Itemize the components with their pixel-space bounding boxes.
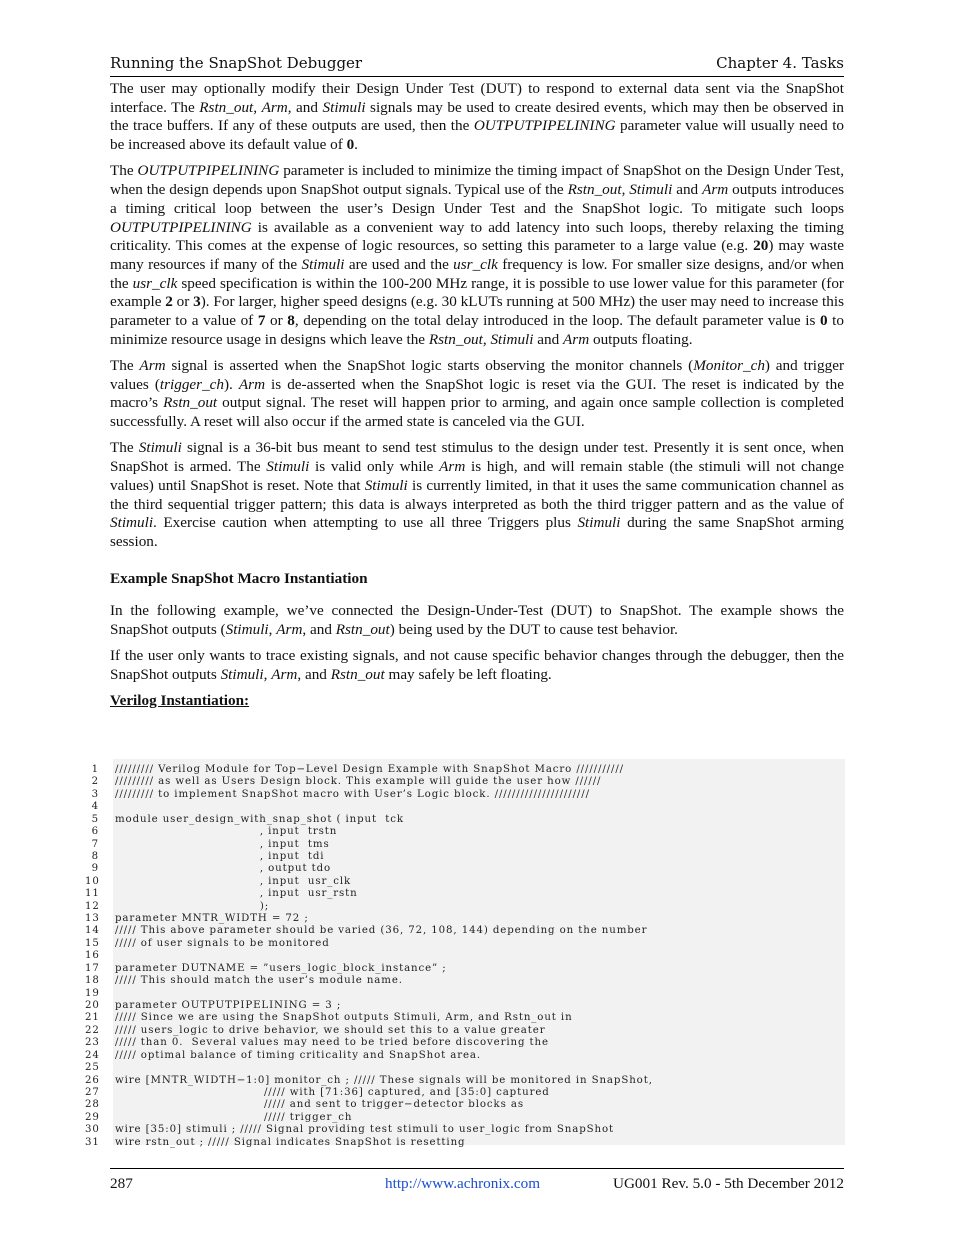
code-text: ///////// to implement SnapShot macro with User’s Logic block. //////////////////////: [115, 788, 590, 800]
italic-term: OUTPUTPIPELINING: [110, 218, 252, 236]
text-run: ).: [224, 375, 239, 393]
line-number: 18: [85, 975, 100, 987]
line-number: 22: [85, 1024, 100, 1036]
code-text: ///////// as well as Users Design block. This example will guide the user how //////: [115, 776, 602, 788]
text-run: The: [110, 162, 138, 180]
bold-value: 20: [753, 237, 769, 255]
paragraph-outputpipelining: [110, 162, 844, 349]
code-text: ///// trigger_ch: [115, 1111, 353, 1123]
text-run: The user may optionally modify their Design Under Test (DUT) to respond to external data sent via the SnapShot interface. The: [110, 80, 844, 116]
text-run: or: [172, 293, 194, 311]
text-run: are used and the: [344, 255, 454, 273]
italic-term: Stimuli: [490, 330, 534, 348]
code-text: , input tms: [115, 838, 330, 850]
italic-term: Rstn_out: [330, 666, 385, 684]
text-run: is currently limited, in that it uses the same communication channel as the third sequential trigger pattern; this data is always interpreted as both the third trigger pattern and as the value of: [110, 476, 844, 513]
italic-term: Stimuli: [225, 621, 269, 639]
text-run: during the same SnapShot arming session.: [110, 514, 844, 550]
text-run: ) being used by the DUT to cause test behavior.: [389, 621, 678, 639]
text-run: signals may be used to create desired events, which may then be observed in the trace buffers. If any of these outputs are used, then the: [110, 98, 845, 135]
text-run: . Exercise caution when attempting to use all three Triggers plus: [153, 514, 578, 532]
text-run: outputs introduces a timing critical loop between the user’s Design Under Test and the SnapShot logic. To mitigate such loops: [110, 181, 845, 217]
line-number: 14: [85, 925, 100, 937]
line-number: 8: [91, 850, 99, 862]
header-chapter-title: Chapter 4. Tasks: [716, 54, 844, 72]
code-text: ///// users_logic to drive behavior, we should set this to a value greater: [115, 1024, 546, 1036]
italic-term: usr_clk: [132, 274, 178, 292]
italic-term: usr_clk: [453, 255, 498, 273]
code-text: module user_design_with_snap_shot ( input tck: [115, 813, 404, 825]
paragraph-user-modify-dut: [110, 80, 844, 155]
line-number: 9: [91, 863, 99, 875]
line-number: 26: [85, 1074, 100, 1086]
line-number: 27: [85, 1086, 100, 1098]
text-run: signal is a 36-bit bus meant to send test stimulus to the design under test. Presently it is sent once, when SnapShot is armed. The: [110, 439, 844, 476]
italic-term: Rstn_out: [199, 98, 254, 116]
verilog-heading: Verilog Instantiation:: [110, 692, 250, 710]
text-run: In the following example, we’ve connected the Design-Under-Test (DUT) to SnapShot. The example shows the SnapShot outputs (: [110, 602, 844, 639]
section-subheading: Example SnapShot Macro Instantiation: [110, 569, 368, 587]
code-text: parameter OUTPUTPIPELINING = 3 ;: [115, 999, 342, 1011]
code-text: wire rstn_out ; ///// Signal indicates SnapShot is resetting: [115, 1136, 466, 1148]
code-text: ///// This should match the user’s module name.: [115, 975, 403, 987]
text-run: parameter value will usually need to be increased above its default value of: [110, 117, 845, 154]
code-text: parameter MNTR_WIDTH = 72 ;: [115, 913, 309, 925]
code-text: wire [MNTR_WIDTH−1:0] monitor_ch ; ///// These signals will be monitored in SnapShot,: [115, 1074, 653, 1086]
italic-term: Monitor_ch: [693, 357, 765, 375]
page-number: 287: [110, 1175, 133, 1192]
code-text: ///// and sent to trigger−detector blocks as: [115, 1099, 524, 1111]
bold-value: 0: [819, 312, 828, 330]
text-run: , and: [287, 98, 323, 116]
page-header: [110, 54, 844, 77]
text-run: ,: [263, 666, 272, 684]
line-number: 28: [85, 1099, 100, 1111]
italic-term: Arm: [702, 181, 729, 199]
paragraph-arm-signal: [110, 357, 844, 432]
italic-term: Rstn_out: [163, 394, 218, 412]
code-text: ///// This above parameter should be varied (36, 72, 108, 144) depending on the number: [115, 925, 648, 937]
text-run: The: [110, 357, 140, 375]
line-number: 10: [85, 875, 100, 887]
line-number: 6: [91, 826, 99, 838]
text-run: is high, and will remain stable (the stimuli will not change values) until SnapShot is reset. Note that: [110, 458, 844, 494]
italic-term: Stimuli: [138, 439, 182, 457]
italic-term: Arm: [238, 375, 266, 393]
text-run: and: [533, 330, 564, 348]
italic-term: Arm: [439, 458, 466, 476]
italic-term: Stimuli: [364, 476, 408, 494]
line-number: 29: [85, 1111, 100, 1123]
text-run: parameter is included to minimize the timing impact of SnapShot on the Design Under Test, when the design depends upon SnapShot output signals. Typical use of the: [110, 162, 844, 199]
footer-link[interactable]: http://www.achronix.com: [385, 1175, 541, 1192]
line-number: 7: [91, 838, 99, 850]
text-run: is available as a convenient way to add latency into such loops, thereby relaxing the timing criticality. This comes at the expense of logic resources, so setting this parameter to a large value (e.g.: [110, 218, 844, 255]
line-number: 20: [85, 999, 100, 1011]
code-text: , input tdi: [115, 850, 325, 862]
text-run: speed specification is within the 100-200 MHz range, it is possible to use lower value for this parameter (for example: [110, 274, 844, 311]
code-text: ///// with [71:36] captured, and [35:0] captured: [115, 1086, 550, 1098]
line-number: 25: [85, 1062, 100, 1074]
line-number: 17: [85, 962, 100, 974]
line-number: 19: [85, 987, 100, 999]
line-number: 15: [85, 937, 100, 949]
text-run: to minimize resource usage in designs which leave the: [110, 312, 844, 348]
line-number: 21: [85, 1012, 100, 1024]
paragraph-trace-only: [110, 647, 844, 684]
page-footer: [110, 1168, 844, 1192]
line-number: 30: [85, 1124, 100, 1136]
line-number: 13: [85, 913, 100, 925]
italic-term: Stimuli: [577, 514, 621, 532]
italic-term: Arm: [276, 621, 303, 639]
text-run: or: [265, 312, 288, 330]
line-number: 4: [91, 801, 99, 813]
italic-term: Stimuli: [266, 458, 310, 476]
code-text: , input trstn: [115, 826, 338, 838]
italic-term: Stimuli: [110, 514, 154, 532]
bold-value: 8: [287, 312, 295, 330]
text-run: The: [110, 439, 139, 457]
italic-term: Stimuli: [301, 255, 345, 273]
code-text: parameter DUTNAME = ”users_logic_block_instance” ;: [115, 962, 447, 974]
text-run: and: [672, 181, 703, 199]
italic-term: Rstn_out: [335, 621, 390, 639]
text-run: ,: [268, 621, 277, 639]
paragraph-stimuli-signal: [110, 439, 844, 551]
italic-term: Rstn_out: [428, 330, 483, 348]
code-text: , input usr_clk: [115, 875, 352, 887]
footer-revision: UG001 Rev. 5.0 - 5th December 2012: [613, 1175, 844, 1192]
text-run: If the user only wants to trace existing signals, and not cause specific behavior changes through the debugger, then the SnapShot outputs: [110, 647, 844, 684]
italic-term: Stimuli: [629, 181, 673, 199]
italic-term: Arm: [139, 357, 166, 375]
italic-term: trigger_ch: [159, 375, 224, 393]
text-run: may safely be left floating.: [384, 666, 552, 684]
code-text: ///// than 0. Several values may need to be tried before discovering the: [115, 1037, 549, 1049]
text-run: .: [354, 136, 358, 154]
document-body: [110, 80, 844, 711]
italic-term: Stimuli: [322, 98, 366, 116]
line-number: 16: [85, 950, 100, 962]
bold-value: 0: [346, 136, 355, 154]
text-run: output signal. The reset will happen prior to arming, and again once sample collection is completed successfully. A reset will also occur if the armed state is canceled via the GUI.: [110, 394, 845, 431]
line-number: 23: [85, 1037, 100, 1049]
text-run: , and: [302, 621, 336, 639]
text-run: is de-asserted when the SnapShot logic is reset via the GUI. The reset is indicated by the macro’s: [110, 375, 844, 412]
bold-value: 7: [257, 312, 266, 330]
line-number: 12: [85, 900, 100, 912]
text-run: ,: [621, 181, 630, 199]
line-number: 3: [91, 788, 99, 800]
text-run: ,: [482, 330, 491, 348]
line-number: 1: [91, 764, 99, 775]
line-number: 24: [85, 1049, 100, 1061]
italic-term: Arm: [563, 330, 590, 348]
code-text: ///////// Verilog Module for Top−Level Design Example with SnapShot Macro ///////////: [115, 764, 624, 775]
code-text: wire [35:0] stimuli ; ///// Signal providing test stimuli to user_logic from SnapShot: [115, 1124, 615, 1136]
text-run: outputs floating.: [589, 330, 693, 348]
text-run: is valid only while: [309, 458, 440, 476]
line-number: 31: [85, 1136, 100, 1148]
line-number: 11: [85, 888, 100, 900]
text-run: , and: [297, 666, 331, 684]
header-section-title: Running the SnapShot Debugger: [110, 54, 363, 72]
bold-value: 3: [193, 293, 201, 311]
italic-term: Arm: [271, 666, 298, 684]
text-run: ) may waste many resources if many of the: [110, 237, 844, 273]
line-number: 2: [91, 776, 99, 788]
code-listing: [85, 759, 845, 1148]
code-text: ///// of user signals to be monitored: [115, 937, 330, 949]
code-text: , output tdo: [115, 863, 332, 875]
italic-term: Stimuli: [220, 666, 264, 684]
italic-term: OUTPUTPIPELINING: [137, 162, 280, 180]
italic-term: OUTPUTPIPELINING: [473, 117, 616, 135]
italic-term: Rstn_out: [567, 181, 622, 199]
text-run: ) and trigger values (: [110, 357, 844, 393]
code-text: ///// Since we are using the SnapShot outputs Stimuli, Arm, and Rstn_out in: [115, 1012, 573, 1024]
text-run: signal is asserted when the SnapShot logic starts observing the monitor channels (: [165, 357, 694, 375]
code-text: , input usr_rstn: [115, 888, 358, 900]
text-run: , depending on the total delay introduced in the loop. The default parameter value is: [294, 312, 820, 330]
code-text: ///// optimal balance of timing criticality and SnapShot area.: [115, 1049, 482, 1061]
text-run: frequency is low. For smaller size designs, and/or when the: [110, 255, 845, 292]
text-run: ,: [253, 98, 262, 116]
paragraph-example-intro: [110, 602, 844, 639]
italic-term: Arm: [261, 98, 288, 116]
line-number: 5: [91, 813, 99, 825]
code-text: );: [115, 900, 270, 912]
bold-value: 2: [165, 293, 173, 311]
text-run: ). For larger, higher speed designs (e.g. 30 kLUTs running at 500 MHz) the user may need to increase this parameter to a value of: [110, 293, 844, 330]
